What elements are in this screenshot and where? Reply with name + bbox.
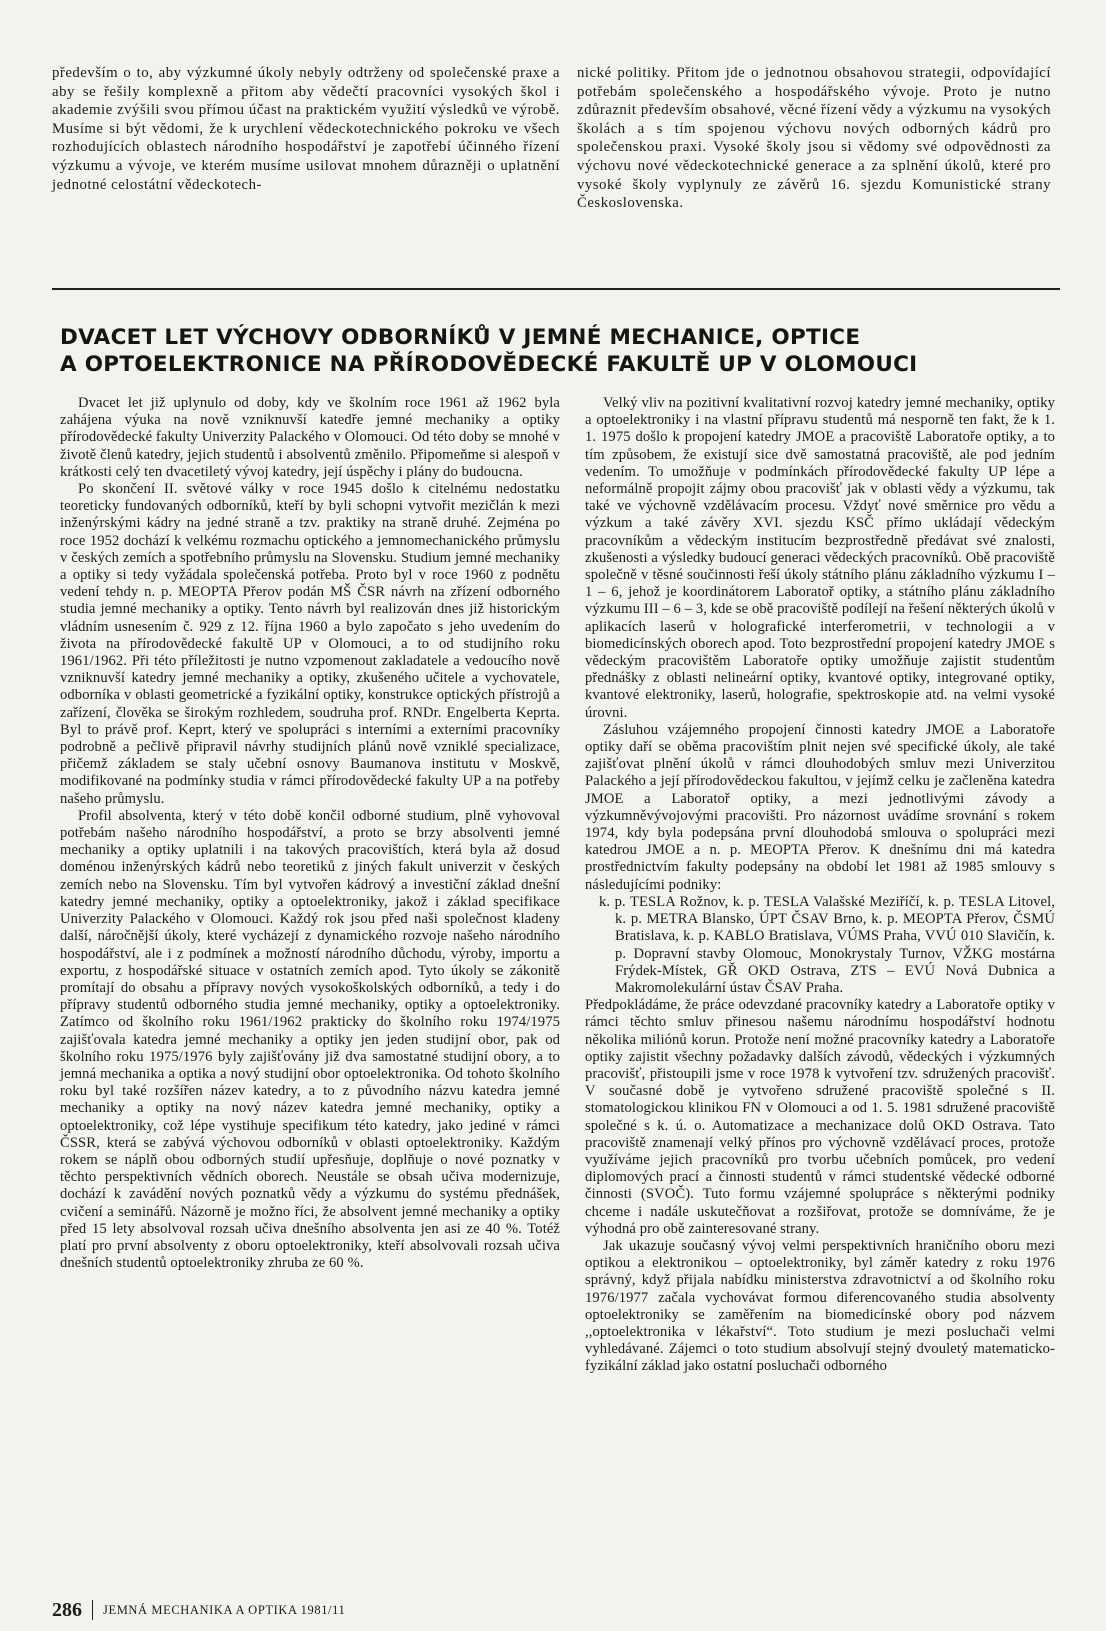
article-right-column [585, 395, 1055, 1376]
top-right-paragraph: nické politiky. Přitom jde o jednotnou obsahovou strategii, odpovídající potřebám společenského a hospodářského vývoje. Proto je nutno zdůraznit především obsahové, věcné řízení vědy a výzkumu na vysokých školách a s tím spojenou výchovu nových odborných kádrů pro společenskou praxi. Vysoké školy jsou si vědomy své odpovědnosti za výchovu nové vědeckotechnické generace a za splnění úkolů, které pro vysoké školy vyplynuly ze závěrů 16. sjezdu Komunistické strany Československa. [577, 65, 1051, 212]
page-number: 286 [52, 1598, 82, 1621]
article-headline [60, 324, 1060, 378]
headline-line-2: A OPTOELEKTRONICE NA PŘÍRODOVĚDECKÉ FAKULTĚ UP V OLOMOUCI [60, 352, 918, 377]
headline-line-1: DVACET LET VÝCHOVY ODBORNÍKŮ V JEMNÉ MECHANICE, OPTICE [60, 325, 861, 350]
footer-separator [92, 1600, 93, 1620]
journal-name: JEMNÁ MECHANIKA A OPTIKA 1981/11 [103, 1602, 346, 1617]
article-left-column [60, 395, 560, 1272]
article-paragraph: Profil absolventa, který v této době končil odborné studium, plně vyhovoval potřebám našeho národního hospodářství, a proto se brzy absolventi jemné mechaniky a optiky uplatnili i na takových pracovištích, která byla až dosud doménou inženýrských kádrů nebo teoretiků z jiných fakult univerzit v českých zemích nebo na Slovensku. Tím byl vytvořen kádrový a investiční základ dnešní katedry jemné mechaniky, optiky a optoelektroniky, jakož i základ specifikace Univerzity Palackého v Olomouci. Každý rok jsou před naši společnost kladeny další, náročnější úkoly, které vycházejí z dynamického rozvoje našeho národního hospodářství, ale i z podmínek a možností národního důchodu, výroby, importu a exportu, z hospodářské situace v ostatních zemích apod. Tyto úkoly se zákonitě promítají do obsahu a přípravy nových vysokoškolských odborníků, a tedy i do přípravy studentů odborného studia jemné mechaniky, optiky a optoelektroniky. Zatímco od školního roku 1961/1962 prakticky do školního roku 1974/1975 zajišťovala katedra jemné mechaniky a optiky jen jeden studijní obor, pak od školního roku 1975/1976 byly zajišťovány již dva samostatné studijní obory, a to jemná mechanika a optika a nový studijní obor optoelektronika. Od tohoto školního roku byl také rozšířen název katedry, a to z původního názvu katedra jemné mechaniky a optiky na nový název katedra jemné mechaniky, optiky a optoelektroniky, což lépe vystihuje specifikum této katedry, jako jediné v rámci ČSSR, která se zabývá výchovou odborníků v oblasti optoelektroniky. Každým rokem se náplň obou odborných studií upřesňuje, doplňuje o nové poznatky v těchto perspektivních vědních oborech. Neustále se obsah učiva modernizuje, dochází k zavádění nových poznatků vědy a výzkumu do systému přednášek, cvičení a seminářů. Názorně je možno říci, že absolvent jemné mechaniky a optiky před 15 lety absolvoval rozsah učiva dnešního absolventa jen asi ze 40 %. Totéž platí pro první absolventy z oboru optoelektroniky, kteří absolvovali rozsah učiva dnešních studentů optoelektroniky zhruba ze 60 %. [60, 807, 560, 1272]
page-footer [52, 1598, 652, 1622]
article-paragraph: Velký vliv na pozitivní kvalitativní rozvoj katedry jemné mechaniky, optiky a optoelektroniky i na vlastní přípravu studentů má nesporně ten fakt, že k 1. 1. 1975 došlo k propojení katedry JMOE a pracoviště Laboratoře optiky, a to tím způsobem, že existují sice dvě samostatná pracoviště, ale pod jedním vedením. To umožňuje v podmínkách přírodovědecké fakulty UP lépe a neformálně propojit zájmy obou pracovišť jak v oblasti vědy a výzkumu, tak také ve výchovně vzdělávacím procesu. Vždyť nové směrnice pro vědu a výzkum a také závěry XVI. sjezdu KSČ přímo ukládají vědeckým pracovníkům a vědeckým institucím bezprostředně předávat své znalosti, zkušenosti a výsledky budoucí generaci vědeckých pracovníků. Obě pracoviště společně v těsné součinnosti řeší úkoly státního plánu základního výzkumu I – 1 – 6, jehož je koordinátorem Laboratoř optiky, a státního plánu základního výzkumu III – 6 – 3, kde se obě pracoviště podílejí na řešení některých úkolů v aplikacích laserů v holografické interferometrii, v technologii a v biomedicínských oborech apod. Toto bezprostřední propojení katedry JMOE s vědeckým pracovištěm Laboratoře optiky umožňuje zajistit studentům přednášky z oblasti nelineární optiky, kvantové optiky, integrované optiky, kvantové elektroniky, laserů, holografie, spektroskopie atd. na velmi vysoké úrovni. [585, 395, 1055, 721]
section-divider [52, 288, 1060, 290]
article-paragraph: Po skončení II. světové války v roce 1945 došlo k citelnému nedostatku teoreticky fundovaných odborníků, kteří by byli schopni vytvořit mezičlán k mezi inženýrskými kádry na jedné straně a tzv. praktiky na straně druhé. Zejména po roce 1952 dochází k velkému rozmachu optického a jemnomechanického průmyslu v českých zemích a spotřebního průmyslu na Slovensku. Studium jemné mechaniky a optiky si tedy vyžádala společenská potřeba. Proto byl v roce 1960 z podnětu vedení tehdy n. p. MEOPTA Přerov podán MŠ ČSR návrh na zřízení odborného studia jemné mechaniky a optiky. Tento návrh byl realizován dnes již historickým vládním usnesením č. 929 z 12. října 1960 a bylo započato s jeho uvedením do života na přírodovědecké fakultě UP v Olomouci, a to od studijního roku 1961/1962. Při této příležitosti je nutno vzpomenout zakladatele a vedoucího nově vzniknuvší katedry jemné mechaniky a optiky, zkušeného učitele a vychovatele, odborníka v oblasti geometrické a fyzikální optiky, konstrukce optických přístrojů a zařízení, člověka se širokým rozhledem, soudruha prof. RNDr. Engelberta Keprta. Byl to právě prof. Keprt, který ve spolupráci s interními a externími pracovníky podrobně a pečlivě připravil návrhy studijních plánů nově vzniklé specializace, přičemž základem se staly učební osnovy Baumanova institutu v Moskvě, modifikované na podmínky studia v rámci přírodovědecké fakulty UP a na potřeby našeho průmyslu. [60, 481, 560, 807]
article-paragraph: Jak ukazuje současný vývoj velmi perspektivních hraničního oboru mezi optikou a elektronikou – optoelektroniky, byl záměr katedry z roku 1976 správný, když přijala nabídku ministerstva zdravotnictví a od školního roku 1976/1977 začala vychovávat formou diferencovaného studia absolventy optoelektroniky se zaměřením na biomedicínské obory pod názvem ,,optoelektronika v lékařství“. Toto studium je mezi posluchači velmi vyhledávané. Zájemci o toto studium absolvují stejný dvouletý matematicko-fyzikální základ jako ostatní posluchači odborného [585, 1237, 1055, 1375]
top-right-column [577, 64, 1051, 213]
article-paragraph: Předpokládáme, že práce odevzdané pracovníky katedry a Laboratoře optiky v rámci těchto smluv přinesou našemu národnímu hospodářství hodnotu několika miliónů korun. Protože není možné pracovníky katedry a Laboratoře optiky zajistit všechny požadavky dalších závodů, vědeckých i výzkumných pracovišť, přistoupili jsme v roce 1978 k vytvoření tzv. sdružených pracovišť. V současné době je vytvořeno sdružené pracoviště společné s II. stomatologickou klinikou FN v Olomouci a od 1. 5. 1981 sdružené pracoviště společné s k. ú. o. Automatizace a mechanizace dolů OKD Ostrava. Tato pracoviště znamenají velký přínos pro výchovně vzdělávací proces, protože využíváme jejich pracovníků pro tvorbu učebních pomůcek, pro vedení diplomových prací a činnosti studentů v rámci studentské vědecké odborné činnosti (SVOČ). Tuto formu vzájemné spolupráce s některými podniky chceme i nadále uskutečňovat a rozšiřovat, protože se domníváme, že je výhodná pro obě zainteresované strany. [585, 997, 1055, 1237]
top-left-paragraph: především o to, aby výzkumné úkoly nebyly odtrženy od společenské praxe a aby se řešily komplexně a přitom aby vědečtí pracovníci vysokých škol i akademie zvýšili svou přímou účast na praktickém využití výsledků ve výrobě. Musíme si být vědomi, že k urychlení vědeckotechnického pokroku ve všech rozhodujících oblastech národního hospodářství je zapotřebí účinného řízení výzkumu a vývoje, ve kterém musíme usilovat mnohem důrazněji o uplatnění jednotné celostátní vědeckotech- [52, 65, 560, 193]
article-paragraph: Zásluhou vzájemného propojení činnosti katedry JMOE a Laboratoře optiky daří se oběma pracovištím plnit nejen své specifické úkoly, ale také zajišťovat plnění úkolů v rámci dlouhodobých smluv mezi Univerzitou Palackého a její přírodovědeckou fakultou, v jejímž celku je začleněna katedra JMOE a Laboratoř optiky, a mezi jednotlivými závody a výzkumněvývojovými pracovišti. Pro názornost uvádíme srovnání s rokem 1974, kdy byla podepsána první dlouhodobá smlouva o spolupráci mezi katedrou JMOE a n. p. MEOPTA Přerov. K dnešnímu dni má katedra prostřednictvím fakulty podepsány na období let 1981 až 1985 smlouvy s následujícími podniky: [585, 721, 1055, 893]
partner-list: k. p. TESLA Rožnov, k. p. TESLA Valašské Meziříčí, k. p. TESLA Litovel, k. p. METRA Blansko, ÚPT ČSAV Brno, k. p. MEOPTA Přerov, ČSMÚ Bratislava, k. p. KABLO Bratislava, VÚMS Praha, VVÚ 010 Slavičín, k. p. Dopravní stavby Olomouc, Monokrystaly Turnov, VŽKG mostárna Frýdek-Místek, GŘ OKD Ostrava, ZTS – EVÚ Nová Dubnica a Makromolekulární ústav ČSAV Praha. [599, 893, 1055, 996]
article-paragraph: Dvacet let již uplynulo od doby, kdy ve školním roce 1961 až 1962 byla zahájena výuka na nově vzniknuvší katedře jemné mechaniky a optiky přírodovědecké fakulty Univerzity Palackého v Olomouci. Od této doby se mnohé v životě členů katedry, jejich studentů i absolventů změnilo. Připomeňme si alespoň v krátkosti celý ten dvacetiletý vývoj katedry, její úspěchy i plány do budoucna. [60, 395, 560, 480]
top-left-column [52, 64, 560, 194]
